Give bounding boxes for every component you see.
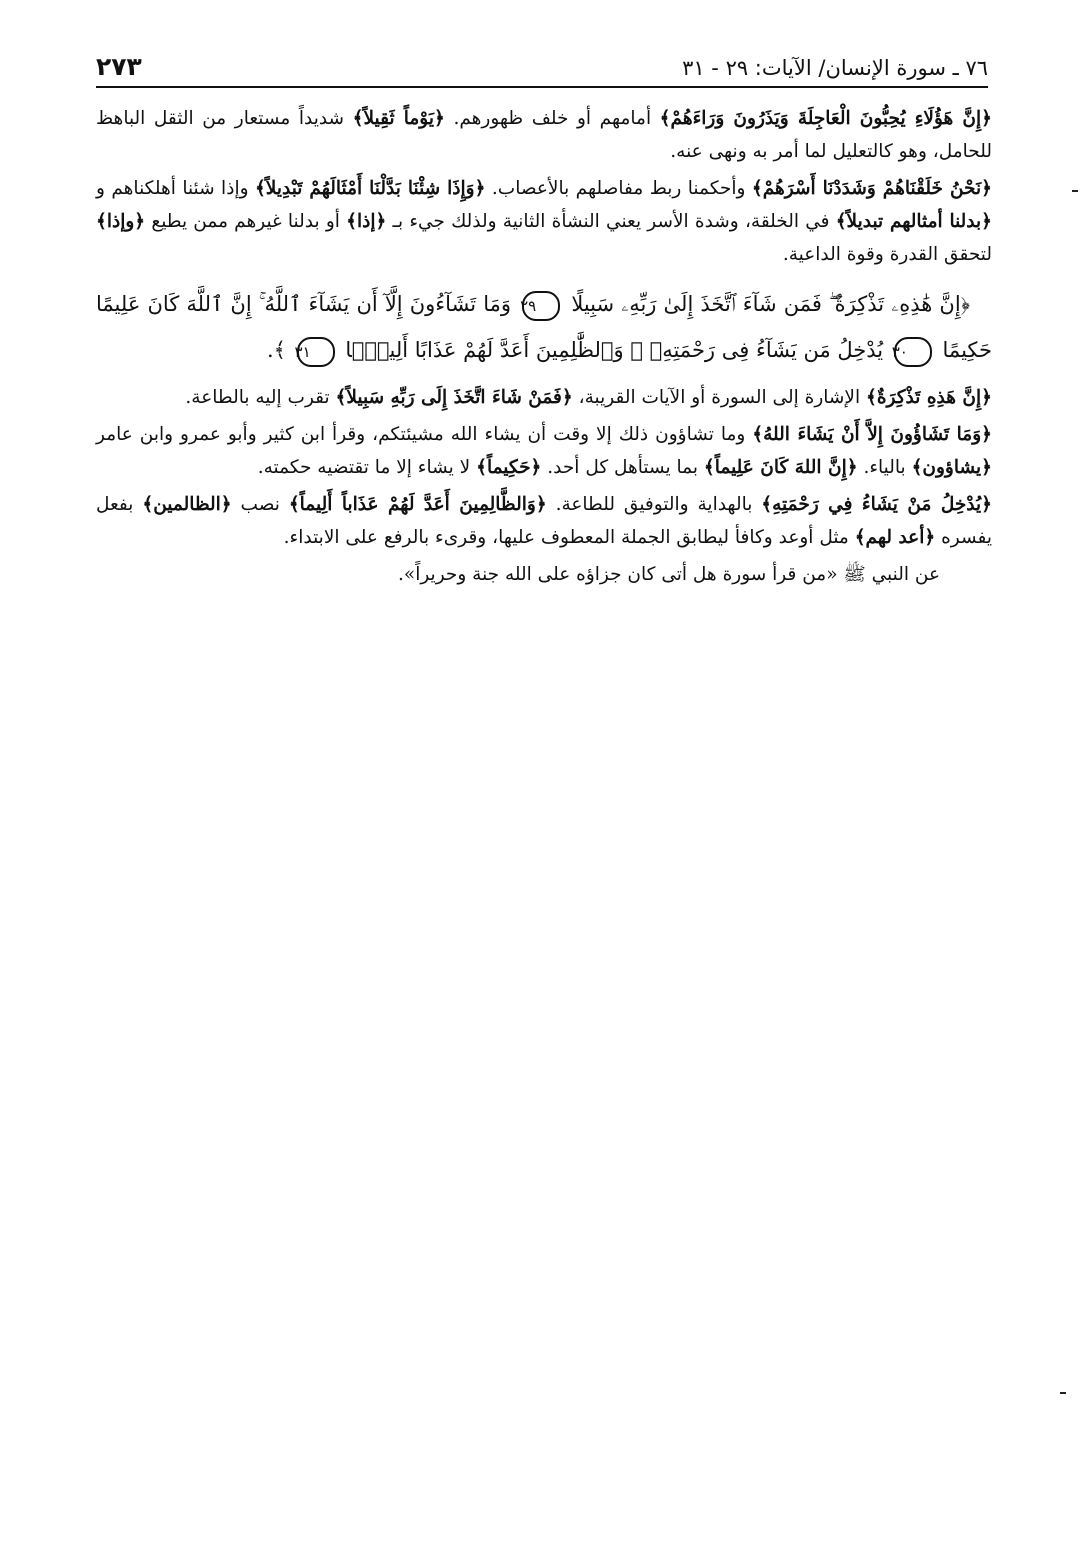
quoted-quran-phrase: ﴿ يُدْخِلُ مَنْ يَشَاءُ فِي رَحْمَتِهِ ﴾: [761, 494, 992, 515]
ayah-number-marker: ٣٠: [894, 337, 932, 367]
commentary-paragraph: [96, 172, 992, 271]
commentary-paragraph: [96, 102, 992, 168]
commentary-text: تقرب إليه بالطاعة.: [185, 387, 336, 408]
commentary-text: بفعل يفسره: [96, 494, 992, 548]
commentary-text: بالهداية والتوفيق للطاعة.: [546, 494, 762, 515]
quoted-quran-phrase: ﴿ وَمَا تَشَاؤُونَ إِلاَّ أَنْ يَشَاءَ اللهُ ﴾: [752, 424, 992, 445]
running-title: ٧٦ ـ سورة الإنسان/ الآيات: ٢٩ - ٣١: [682, 56, 988, 80]
quoted-quran-phrase: ﴿ إِنَّ هَؤُلَاءِ يُحِبُّونَ الْعَاجِلَةَ وَيَذَرُونَ وَرَاءَهُمْ ﴾: [660, 108, 992, 129]
commentary-text: بما يستأهل كل أحد.: [541, 457, 704, 478]
quoted-quran-phrase: ﴿ بدلنا أمثالهم تبديلاً ﴾: [836, 211, 992, 232]
ayah-number-marker: ٢٩: [522, 291, 560, 321]
commentary-text: أو بدلنا غيرهم ممن يطيع: [145, 211, 347, 232]
commentary-paragraph: [96, 381, 992, 414]
commentary-paragraph: [96, 418, 992, 484]
ayah-number-marker: ٣١: [297, 337, 335, 367]
commentary-text: وإذا شئنا أهلكناهم و: [96, 178, 255, 199]
commentary-block-2: [96, 381, 992, 554]
quoted-quran-phrase: ﴿ إِنَّ اللهَ كَانَ عَلِيماً ﴾: [704, 457, 858, 478]
verse-text-part-2: وَمَا تَشَآءُونَ إِلَّآ أَن يَشَآءَ ٱللَّهُ ۚ إِنَّ ٱللَّهَ كَانَ عَلِيمًا حَكِيمًا: [96, 292, 992, 362]
page-header: [96, 50, 988, 88]
quran-verse-block: [96, 281, 992, 373]
quoted-quran-phrase: ﴿ فَمَنْ شَاءَ اتَّخَذَ إِلَى رَبِّهِ سَبِيلاً ﴾: [336, 387, 573, 408]
quoted-quran-phrase: ﴿ أعد لهم ﴾: [855, 527, 936, 548]
hadith-line: عن النبي ﷺ «من قرأ سورة هل أتى كان جزاؤه على الله جنة وحريراً».: [398, 564, 940, 585]
commentary-text: بالياء.: [857, 457, 912, 478]
commentary-text: لتحقق القدرة وقوة الداعية.: [782, 244, 992, 265]
margin-mark: [1060, 1392, 1066, 1394]
commentary-text: شديداً مستعار من الثقل الباهظ للحامل، وهو كالتعليل لما أمر به ونهى عنه.: [96, 108, 992, 162]
quoted-quran-phrase: ﴿ إِنَّ هَذِهِ تَذْكِرَةٌ ﴾: [866, 387, 992, 408]
commentary-text: نصب: [231, 494, 289, 515]
commentary-text: وأحكمنا ربط مفاصلهم بالأعصاب.: [485, 178, 752, 199]
commentary-paragraph: [96, 488, 992, 554]
quoted-quran-phrase: ﴿ يشاؤون ﴾: [912, 457, 992, 478]
commentary-block-1: [96, 102, 992, 271]
margin-mark: [1072, 190, 1078, 192]
quoted-quran-phrase: ﴿ وَالظَّالِمِينَ أَعَدَّ لَهُمْ عَذَاباً أَلِيماً ﴾: [289, 494, 547, 515]
commentary-text: في الخلقة، وشدة الأسر يعني النشأة الثانية ولذلك جيء بـ: [386, 211, 836, 232]
quoted-quran-phrase: ﴿ نَحْنُ خَلَقْنَاهُمْ وَشَدَدْنَا أَسْرَهُمْ ﴾: [752, 178, 992, 199]
page-number: ٢٧٣: [96, 52, 142, 81]
verse-text-part-1: ﴿إِنَّ هَٰذِهِۦ تَذْكِرَةٌ ۖ فَمَن شَآءَ ٱتَّخَذَ إِلَىٰ رَبِّهِۦ سَبِيلًا: [571, 292, 970, 316]
commentary-text: الإشارة إلى السورة أو الآيات القريبة،: [572, 387, 866, 408]
quoted-quran-phrase: ﴿ الظالمين ﴾: [142, 494, 231, 515]
quoted-quran-phrase: ﴿ إذا ﴾: [346, 211, 386, 232]
commentary-text: لا يشاء إلا ما تقتضيه حكمته.: [257, 457, 477, 478]
verse-end-bracket: ﴾.: [266, 338, 286, 362]
quoted-quran-phrase: ﴿ وَإِذَا شِئْنَا بَدَّلْنَا أَمْثَالَهُمْ تَبْدِيلاً ﴾: [255, 178, 486, 199]
commentary-text: مثل أوعد وكافأ ليطابق الجملة المعطوف عليها، وقرىء بالرفع على الابتداء.: [283, 527, 855, 548]
commentary-text: وما تشاؤون ذلك إلا وقت أن يشاء الله مشيئتكم، وقرأ ابن كثير وأبو عمرو وابن عامر: [96, 424, 753, 445]
page-body: [96, 102, 992, 591]
quoted-quran-phrase: ﴿ حَكِيماً ﴾: [476, 457, 541, 478]
quoted-quran-phrase: ﴿ وإذا ﴾: [96, 211, 145, 232]
commentary-text: أمامهم أو خلف ظهورهم.: [444, 108, 660, 129]
verse-text-part-3: يُدْخِلُ مَن يَشَآءُ فِى رَحْمَتِهِۦ ۚ وَٱلظَّٰلِمِينَ أَعَدَّ لَهُمْ عَذَابًا أَلِيمًۢا: [345, 338, 884, 362]
quoted-quran-phrase: ﴿ يَوْماً ثَقِيلاً ﴾: [353, 108, 445, 129]
